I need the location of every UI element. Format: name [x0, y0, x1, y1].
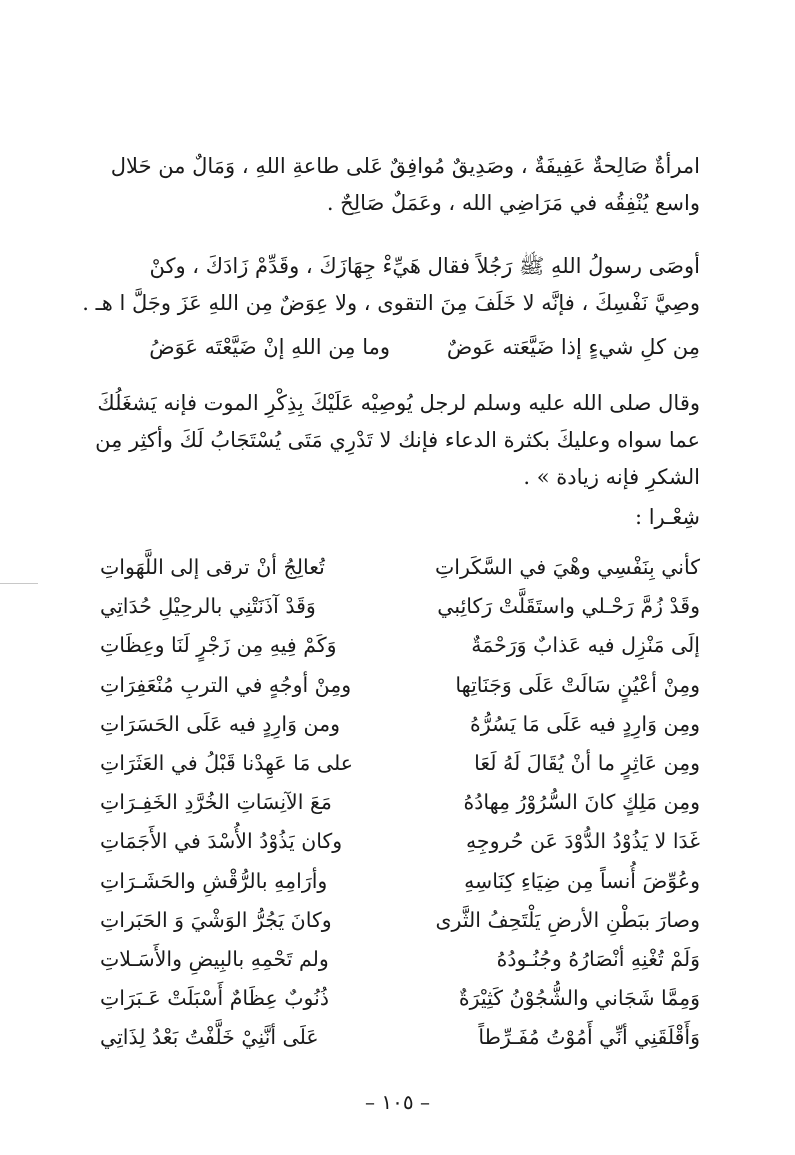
poem-verse — [100, 829, 700, 868]
verse-second-hemistich: ومن وَارِدٍ فيه عَلَى الحَسَرَاتِ — [100, 711, 341, 736]
verse-first-hemistich: وَأَقْلَقَنِي أنِّي أَمُوْتُ مُفَـرِّطاً — [478, 1025, 700, 1050]
verse-second-hemistich: وأرَامِهِ بالرُّقْشِ والحَشَـرَاتِ — [100, 868, 328, 893]
verse-second-hemistich: تُعالِجُ أنْ ترقى إلى اللَّهَواتِ — [100, 555, 325, 579]
paragraph-1-line: امرأةٌ صَالِحةٌ عَفِيفَةٌ ، وصَدِيقٌ مُوافِقٌ عَلى طاعةِ اللهِ ، وَمَالٌ من حَلال — [110, 154, 700, 178]
verse-first-hemistich: ومِنْ أعْيُنٍ سَالَتْ عَلَى وَجَنَاتِها — [455, 672, 700, 697]
verse-first-hemistich: ومِن وَارِدٍ فيه عَلَى مَا يَسُرُّهُ — [469, 711, 700, 736]
poem-verse — [100, 673, 700, 712]
poem-verse — [100, 986, 700, 1025]
poem-verse — [100, 869, 700, 908]
quoted-couplet — [110, 335, 700, 372]
poem — [100, 555, 700, 1064]
verse-first-hemistich: وقَدْ زُمَّ رَحْـلي واستَقَلَّتْ رَكائِبي — [437, 594, 700, 619]
verse-second-hemistich: وكانَ يَجُرُّ الوَشْيَ وَ الحَبَراتِ — [100, 907, 332, 932]
paragraph-3-line: وقال صلى الله عليه وسلم لرجل يُوصِيْه عَلَيْكَ بِذِكْرِ الموت فإنه يَشغَلُكَ — [97, 391, 700, 415]
paragraph-2 — [82, 248, 700, 322]
poem-verse — [100, 633, 700, 672]
poem-verse — [100, 1025, 700, 1064]
verse-second-hemistich: وكان يَذُوْدُ الأُسْدَ في الأَجَمَاتِ — [100, 829, 343, 854]
couplet-second-hemistich: وما مِن اللهِ إنْ ضَيَّعْتَه عَوَضُ — [149, 335, 390, 359]
verse-second-hemistich: ولم تَحْمِهِ بالبِيضِ والأَسَـلاتِ — [100, 946, 329, 971]
couplet-first-hemistich: مِن كلِ شيءٍ إذا ضَيَّعَته عَوضٌ — [446, 335, 700, 359]
paragraph-1 — [110, 148, 700, 222]
verse-second-hemistich: ذُنُوبٌ عِظَامٌ أَسْبَلَتْ عَـبَرَاتِ — [100, 986, 329, 1011]
verse-second-hemistich: وَكَمْ فِيهِ مِن زَجْرٍ لَنَا وعِظَاتِ — [100, 633, 337, 658]
verse-first-hemistich: غَدَا لا يَذُوْدُ الدُّوْدَ عَن حُروجِهِ — [465, 829, 700, 854]
poem-verse — [100, 790, 700, 829]
margin-line — [0, 583, 38, 584]
paragraph-3-line: الشكرِ فإنه زيادة » . — [523, 465, 700, 489]
verse-first-hemistich: ومِن مَلِكٍ كانَ السُّرُوْرُ مِهادُهُ — [463, 790, 700, 815]
verse-first-hemistich: إلَى مَنْزِل فيه عَذابٌ وَرَحْمَةٌ — [471, 633, 700, 658]
paragraph-1-line: واسع يُنْفِقُه في مَرَاضِي الله ، وعَمَلٌ صَالِحٌ . — [326, 191, 700, 215]
poem-verse — [100, 947, 700, 986]
verse-second-hemistich: عَلَى أنَّنِيْ خَلَّفْتُ بَعْدُ لِذَاتِي — [100, 1025, 319, 1050]
verse-first-hemistich: وَمِمَّا شَجَاني والشُّجُوْنُ كَثِيْرَةٌ — [458, 986, 700, 1011]
paragraph-3-line: عما سواه وعليكَ بكثرة الدعاء فإنك لا تَدْرِي مَتَى يُسْتَجَابُ لَكَ وأكثِر مِن — [95, 428, 700, 452]
page-number: – ١٠٥ – — [365, 1090, 430, 1114]
poem-verse — [100, 908, 700, 947]
verse-first-hemistich: كأني بِنَفْسِي وهْيَ في السَّكَراتِ — [434, 555, 700, 579]
poem-heading: شِعْـرا : — [634, 505, 700, 529]
paragraph-2-line: وصِيَّ نَفْسِكَ ، فإنَّه لا خَلَفَ مِنَ التقوى ، ولا عِوَضٌ مِن اللهِ عَزَ وجَلَّ ا هـ . — [82, 291, 700, 315]
paragraph-2-line: أوصَى رسولُ اللهِ ﷺ رَجُلاً فقال هَيِّءْ جِهَازَكَ ، وقَدِّمْ زَادَكَ ، وكنْ — [149, 254, 700, 278]
verse-second-hemistich: على مَا عَهِدْنا قَبْلُ في العَثَرَاتِ — [100, 750, 354, 775]
poem-verse — [100, 555, 700, 594]
verse-first-hemistich: ومِن عَاثِرٍ ما أنْ يُقَالَ لَهُ لَعَا — [474, 750, 700, 775]
paragraph-3 — [95, 385, 700, 496]
verse-second-hemistich: مَعَ الآنِسَاتِ الخُرَّدِ الخَفِـرَاتِ — [100, 790, 332, 815]
poem-verse — [100, 751, 700, 790]
verse-first-hemistich: وعُوِّضَ أُنساً مِن ضِيَاءِ كِنَاسِهِ — [464, 868, 700, 893]
verse-first-hemistich: وصارَ ببَطْنِ الأرضِ يَلْتَحِفُ الثَّرى — [435, 907, 700, 932]
verse-second-hemistich: وَقَدْ آذَنَتْنِي بالرحِيْلِ حُدَاتِي — [100, 594, 316, 619]
poem-verse — [100, 712, 700, 751]
verse-first-hemistich: وَلَمْ تُغْنِهِ أنْصَارُهُ وجُنُـودُهُ — [496, 946, 700, 971]
verse-second-hemistich: ومِنْ أوجُهٍ في التربِ مُنْعَفِرَاتِ — [100, 672, 352, 697]
poem-verse — [100, 594, 700, 633]
